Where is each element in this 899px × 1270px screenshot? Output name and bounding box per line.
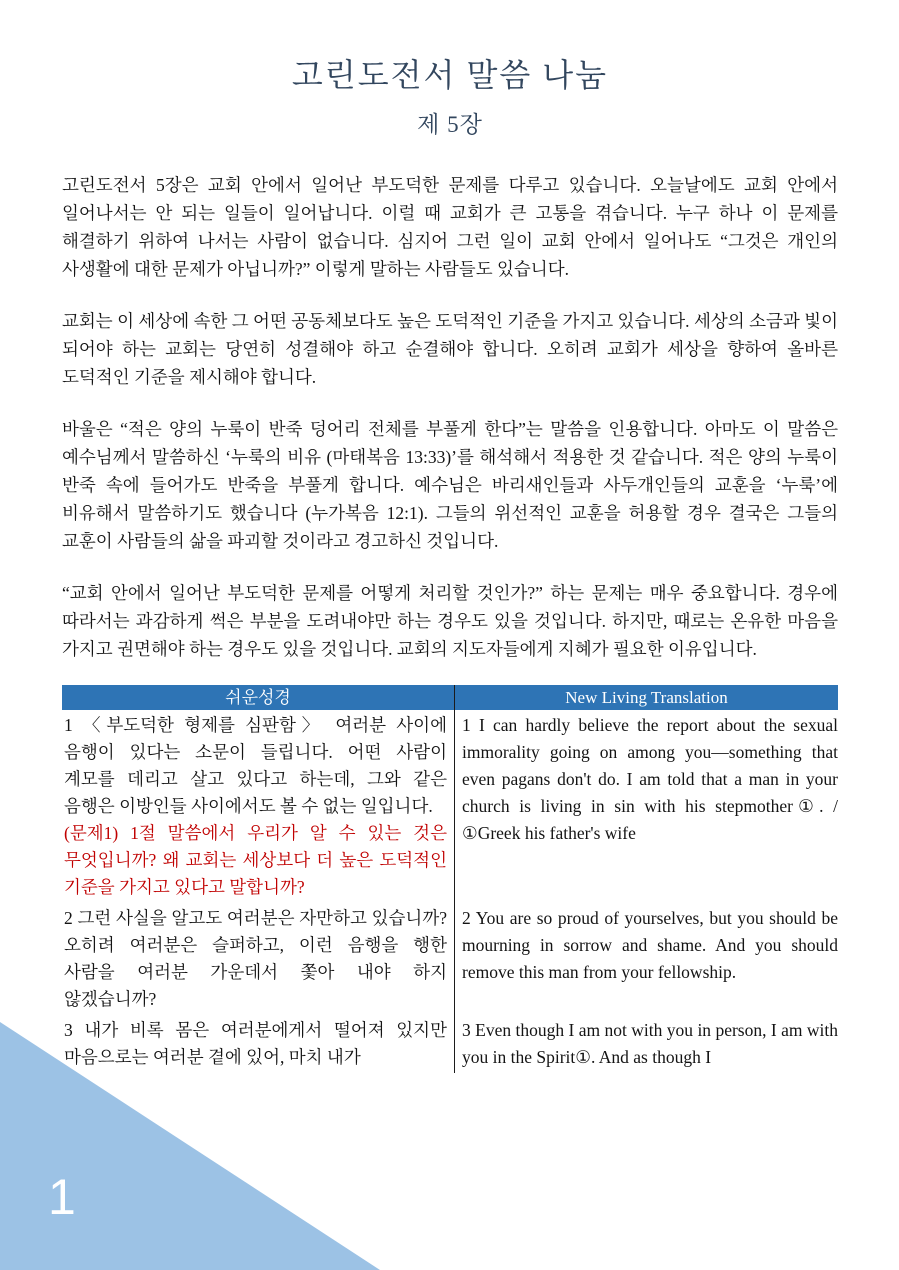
- verse-cell-korean: [62, 1015, 455, 1073]
- table-row: [62, 903, 838, 1015]
- scripture-table: [62, 685, 838, 1073]
- table-row: [62, 710, 838, 903]
- verse-cell-english: [455, 1015, 838, 1073]
- intro-paragraph: “교회 안에서 일어난 부도덕한 문제를 어떻게 처리할 것인가?” 하는 문제는 매우 중요합니다. 경우에 따라서는 과감하게 썩은 부분을 도려내야만 하는 경우도 있을 것입니다. 하지만, 때로는 온유한 마음을 가지고 권면해야 하는 경우도 있을 것입니다. 교회의 지도자들에게 지혜가 필요한 이유입니다.: [62, 583, 838, 659]
- verse-cell-korean: [62, 903, 455, 1015]
- page-number: 1: [48, 1169, 76, 1225]
- verse-cell-korean: [62, 710, 455, 903]
- verse-cell-english: [455, 903, 838, 1015]
- verse-cell-english: [455, 710, 838, 903]
- verse-text-korean: 2 그런 사실을 알고도 여러분은 자만하고 있습니까? 오히려 여러분은 슬퍼하고, 이런 음행을 행한 사람을 여러분 가운데서 쫓아 내야 하지 않겠습니까?: [64, 908, 447, 1009]
- verse-text-english: 2 You are so proud of yourselves, but you should be mourning in sorrow and shame. And you should remove this man from your fellowship.: [462, 908, 838, 982]
- scripture-table-header: [62, 685, 838, 710]
- intro-paragraph: 고린도전서 5장은 교회 안에서 일어난 부도덕한 문제를 다루고 있습니다. 오늘날에도 교회 안에서 일어나서는 안 되는 일들이 일어납니다. 이럴 때 교회가 큰 고통을 겪습니다. 누구 하나 이 문제를 해결하기 위하여 나서는 사람이 없습니다. 심지어 그런 일이 교회 안에서 일어나도 “그것은 개인의 사생활에 대한 문제가 아닙니까?” 이렇게 말하는 사람들도 있습니다.: [62, 175, 838, 279]
- page-title: 고린도전서 말씀 나눔: [291, 57, 609, 93]
- table-header-nlt: New Living Translation: [565, 688, 728, 707]
- table-header-easy-bible: 쉬운성경: [62, 685, 455, 710]
- study-question: (문제1) 1절 말씀에서 우리가 알 수 있는 것은 무엇입니까? 왜 교회는 세상보다 더 높은 도덕적인 기준을 가지고 있다고 말합니까?: [64, 823, 447, 897]
- intro-paragraph: 교회는 이 세상에 속한 그 어떤 공동체보다도 높은 도덕적인 기준을 가지고 있습니다. 세상의 소금과 빛이 되어야 하는 교회는 당연히 성결해야 하고 순결해야 합니다. 오히려 교회가 세상을 향하여 올바른 도덕적인 기준을 제시해야 합니다.: [62, 311, 838, 387]
- verse-text-english: 1 I can hardly believe the report about the sexual immorality going on among you—something that even pagans don't do. I am told that a man in your church is living in sin with his stepmother①. / ①Greek his father's wife: [462, 715, 838, 843]
- page-subtitle: 제 5장: [417, 112, 483, 137]
- table-row: [62, 1015, 838, 1073]
- intro-section: [62, 171, 838, 663]
- verse-text-korean: 3 내가 비록 몸은 여러분에게서 떨어져 있지만 마음으로는 여러분 곁에 있어, 마치 내가: [64, 1020, 447, 1067]
- verse-text-english: 3 Even though I am not with you in person, I am with you in the Spirit①. And as though I: [462, 1020, 838, 1067]
- intro-paragraph: 바울은 “적은 양의 누룩이 반죽 덩어리 전체를 부풀게 한다”는 말씀을 인용합니다. 아마도 이 말씀은 예수님께서 말씀하신 ‘누룩의 비유 (마태복음 13:33)’를 해석해서 적용한 것 같습니다. 적은 양의 누룩이 반죽 속에 들어가도 반죽을 부풀게 합니다. 예수님은 바리새인들과 사두개인들의 교훈을 ‘누룩’에 비유해서 말씀하기도 했습니다 (누가복음 12:1). 그들의 위선적인 교훈을 허용할 경우 결국은 그들의 교훈이 사람들의 삶을 파괴할 것이라고 경고하신 것입니다.: [62, 419, 838, 551]
- verse-text-korean: 1 〈부도덕한 형제를 심판함〉 여러분 사이에 음행이 있다는 소문이 들립니다. 어떤 사람이 계모를 데리고 살고 있다고 하는데, 그와 같은 음행은 이방인들 사이에서도 볼 수 없는 일입니다.: [64, 715, 447, 816]
